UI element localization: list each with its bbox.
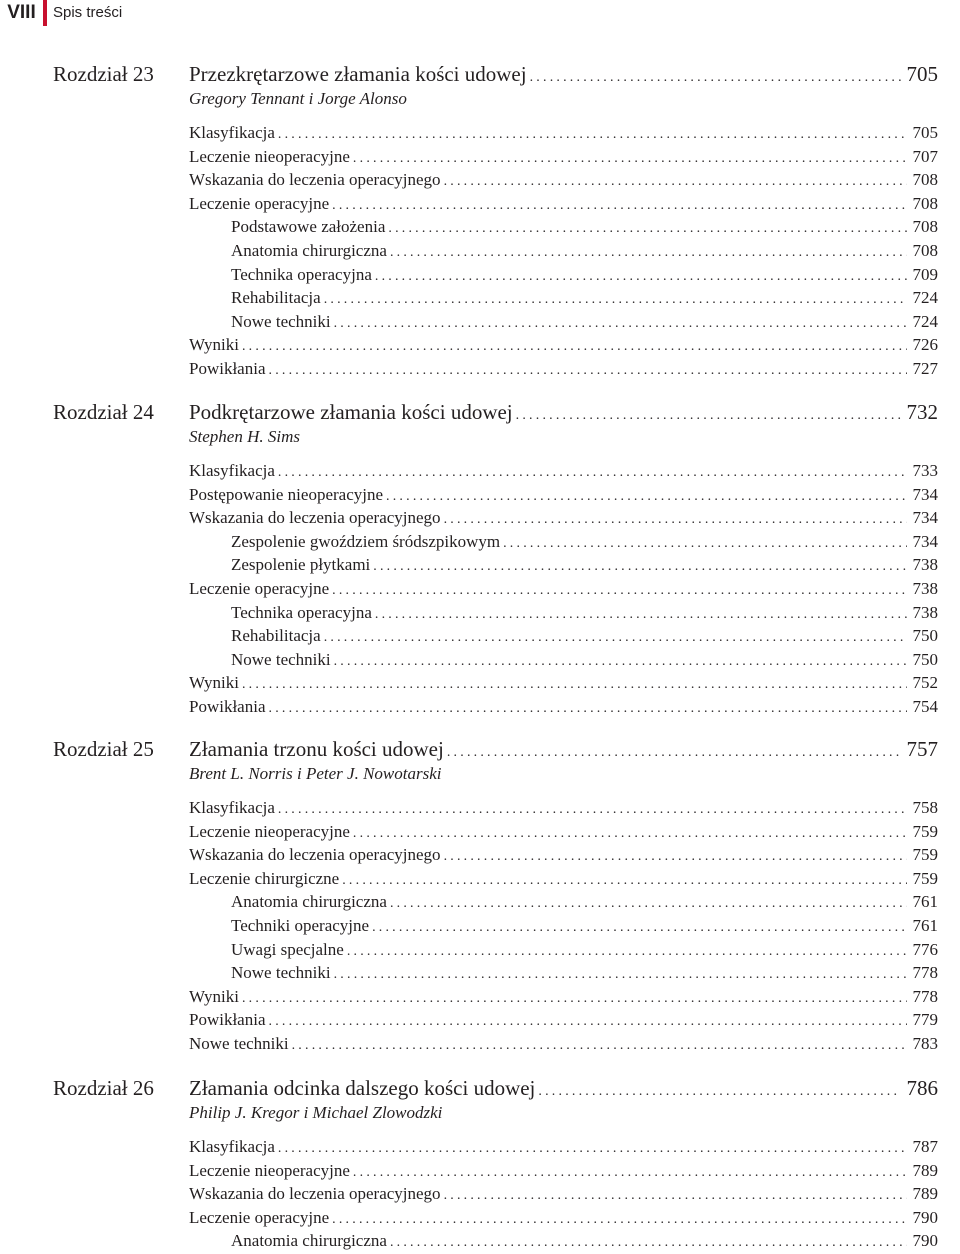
entry-title: Technika operacyjna: [231, 264, 372, 284]
entry-title: Leczenie operacyjne: [189, 193, 330, 213]
toc-subentry[interactable]: [231, 890, 938, 913]
toc-entry[interactable]: [189, 192, 938, 215]
leader-dots: [353, 822, 907, 845]
leader-dots: [334, 312, 907, 335]
entry-title: Wyniki: [189, 335, 239, 355]
entry-page-number: 734: [912, 508, 938, 528]
entry-page-number: 778: [912, 986, 938, 1006]
leader-dots: [242, 335, 907, 358]
chapter-title-row[interactable]: [189, 737, 938, 761]
entry-page-number: 738: [912, 602, 938, 622]
toc-entry[interactable]: [189, 796, 938, 819]
toc-subentry[interactable]: [231, 624, 938, 647]
chapter-page-number: 705: [906, 62, 938, 86]
entry-title: Wyniki: [189, 673, 239, 693]
entry-title: Powikłania: [189, 697, 266, 716]
toc-entry[interactable]: [189, 483, 938, 506]
chapter-authors: Philip J. Kregor i Michael Zlowodzki: [189, 1103, 443, 1122]
chapter-page-number: 757: [906, 737, 938, 761]
leader-dots: [353, 1161, 907, 1184]
chapter-page-number: 732: [906, 400, 938, 424]
toc-subentry[interactable]: [231, 938, 938, 961]
entry-title: Technika operacyjna: [231, 602, 372, 622]
entry-title: Anatomia chirurgiczna: [231, 241, 387, 260]
entry-page-number: 790: [912, 1207, 938, 1227]
leader-dots: [334, 963, 907, 986]
leader-dots: [503, 532, 906, 555]
entry-page-number: 734: [912, 484, 938, 504]
header-accent-bar: [43, 0, 47, 26]
page-header: [0, 0, 960, 26]
leader-dots: [444, 1184, 907, 1207]
chapter-label: Rozdział 24: [53, 400, 154, 424]
chapter-authors: Gregory Tennant i Jorge Alonso: [189, 89, 407, 108]
entry-page-number: 761: [912, 892, 938, 912]
leader-dots: [332, 194, 906, 217]
entry-page-number: 750: [912, 626, 938, 646]
leader-dots: [269, 1010, 907, 1033]
entry-page-number: 738: [912, 555, 938, 575]
leader-dots: [390, 1231, 907, 1254]
leader-dots: [278, 1137, 907, 1160]
entry-page-number: 778: [912, 963, 938, 983]
leader-dots: [334, 650, 907, 673]
entry-page-number: 724: [912, 288, 938, 308]
entry-page-number: 790: [912, 1231, 938, 1251]
toc-entry[interactable]: [189, 671, 938, 694]
toc-subentry[interactable]: [231, 239, 938, 262]
entry-title: Nowe techniki: [189, 1034, 289, 1053]
leader-dots: [444, 508, 907, 531]
entry-title: Techniki operacyjne: [231, 916, 370, 935]
leader-dots: [375, 603, 907, 626]
chapter-title-row[interactable]: [189, 400, 938, 424]
entry-title: Anatomia chirurgiczna: [231, 1231, 387, 1251]
entry-page-number: 708: [912, 170, 938, 190]
leader-dots: [342, 869, 906, 892]
entry-title: Uwagi specjalne: [231, 939, 344, 959]
chapter-title-row[interactable]: [189, 1076, 938, 1100]
leader-dots: [278, 798, 907, 821]
entry-page-number: 779: [912, 1010, 938, 1030]
chapter-title: Przezkrętarzowe złamania kości udowej: [189, 62, 527, 86]
toc-subentry[interactable]: [231, 648, 938, 671]
toc-entry[interactable]: [189, 1135, 938, 1158]
toc-subentry[interactable]: [231, 961, 938, 984]
toc-subentry[interactable]: [231, 553, 938, 576]
entry-title: Leczenie nieoperacyjne: [189, 146, 350, 166]
entry-title: Klasyfikacja: [189, 1137, 275, 1156]
toc-subentry[interactable]: [231, 310, 938, 333]
entry-title: Wskazania do leczenia operacyjnego: [189, 1184, 441, 1204]
leader-dots: [373, 555, 906, 578]
chapter-title: Podkrętarzowe złamania kości udowej: [189, 400, 513, 424]
toc-entry[interactable]: [189, 168, 938, 191]
toc-entry[interactable]: [189, 1182, 938, 1205]
leader-dots: [372, 916, 906, 939]
chapter-label: Rozdział 26: [53, 1076, 154, 1100]
entry-page-number: 759: [912, 868, 938, 888]
header-section-title: Spis treści: [53, 4, 123, 21]
entry-page-number: 776: [912, 939, 938, 959]
leader-dots: [447, 741, 901, 765]
entry-page-number: 783: [912, 1034, 938, 1053]
chapter-title: Złamania odcinka dalszego kości udowej: [189, 1076, 536, 1100]
entry-page-number: 705: [912, 123, 938, 142]
entry-title: Rehabilitacja: [231, 288, 321, 308]
toc-entry[interactable]: [189, 985, 938, 1008]
toc-subentry[interactable]: [231, 1229, 938, 1252]
entry-page-number: 750: [912, 649, 938, 669]
chapter-title: Złamania trzonu kości udowej: [189, 737, 444, 761]
leader-dots: [353, 147, 907, 170]
entry-page-number: 734: [912, 531, 938, 551]
entry-title: Leczenie nieoperacyjne: [189, 1160, 350, 1180]
entry-title: Leczenie chirurgiczne: [189, 868, 340, 888]
leader-dots: [242, 987, 907, 1010]
leader-dots: [292, 1034, 907, 1057]
leader-dots: [278, 123, 907, 146]
entry-title: Zespolenie płytkami: [231, 555, 371, 575]
toc-entry[interactable]: [189, 357, 938, 380]
leader-dots: [390, 892, 907, 915]
entry-title: Leczenie nieoperacyjne: [189, 821, 350, 841]
toc-subentry[interactable]: [231, 914, 938, 937]
leader-dots: [332, 579, 906, 602]
entry-title: Anatomia chirurgiczna: [231, 892, 387, 912]
chapter-authors: Stephen H. Sims: [189, 427, 300, 446]
entry-page-number: 752: [912, 673, 938, 693]
leader-dots: [332, 1208, 906, 1231]
entry-title: Powikłania: [189, 359, 266, 378]
toc-entry[interactable]: [189, 843, 938, 866]
entry-page-number: 707: [912, 146, 938, 166]
leader-dots: [269, 359, 907, 382]
entry-page-number: 761: [912, 916, 938, 935]
chapter-title-row[interactable]: [189, 62, 938, 86]
leader-dots: [278, 461, 907, 484]
entry-page-number: 759: [912, 821, 938, 841]
entry-title: Powikłania: [189, 1010, 266, 1030]
toc-entry[interactable]: [189, 333, 938, 356]
chapter-label: Rozdział 25: [53, 737, 154, 761]
toc-entry[interactable]: [189, 1008, 938, 1031]
entry-page-number: 733: [912, 461, 938, 480]
leader-dots: [242, 673, 907, 696]
leader-dots: [324, 288, 907, 311]
entry-title: Leczenie operacyjne: [189, 579, 330, 598]
entry-page-number: 789: [912, 1184, 938, 1204]
leader-dots: [516, 404, 901, 428]
toc-subentry[interactable]: [231, 530, 938, 553]
entry-page-number: 727: [912, 359, 938, 378]
entry-title: Wyniki: [189, 986, 239, 1006]
entry-title: Klasyfikacja: [189, 461, 275, 480]
entry-title: Podstawowe założenia: [231, 217, 386, 237]
leader-dots: [375, 265, 907, 288]
entry-title: Wskazania do leczenia operacyjnego: [189, 508, 441, 528]
entry-page-number: 758: [912, 798, 938, 817]
entry-page-number: 726: [912, 335, 938, 355]
entry-page-number: 709: [912, 264, 938, 284]
entry-title: Nowe techniki: [231, 649, 331, 669]
entry-page-number: 708: [912, 241, 938, 260]
entry-title: Nowe techniki: [231, 311, 331, 331]
toc-entry[interactable]: [189, 820, 938, 843]
toc-entry[interactable]: [189, 121, 938, 144]
leader-dots: [324, 626, 907, 649]
entry-title: Wskazania do leczenia operacyjnego: [189, 170, 441, 190]
leader-dots: [538, 1080, 900, 1104]
leader-dots: [530, 66, 901, 90]
toc-subentry[interactable]: [231, 263, 938, 286]
toc-entry[interactable]: [189, 1159, 938, 1182]
entry-page-number: 738: [912, 579, 938, 598]
chapter-label: Rozdział 23: [53, 62, 154, 86]
entry-title: Klasyfikacja: [189, 798, 275, 817]
toc-subentry[interactable]: [231, 286, 938, 309]
entry-page-number: 708: [912, 217, 938, 237]
leader-dots: [444, 845, 907, 868]
toc-subentry[interactable]: [231, 215, 938, 238]
entry-title: Postępowanie nieoperacyjne: [189, 484, 384, 504]
entry-page-number: 759: [912, 845, 938, 865]
toc-entry[interactable]: [189, 1032, 938, 1055]
leader-dots: [386, 485, 906, 508]
toc-entry[interactable]: [189, 1206, 938, 1229]
leader-dots: [388, 217, 906, 240]
toc-entry[interactable]: [189, 577, 938, 600]
leader-dots: [269, 697, 907, 720]
toc-subentry[interactable]: [231, 601, 938, 624]
entry-title: Klasyfikacja: [189, 123, 275, 142]
toc-entry[interactable]: [189, 867, 938, 890]
entry-page-number: 708: [912, 193, 938, 213]
leader-dots: [390, 241, 907, 264]
entry-title: Nowe techniki: [231, 963, 331, 983]
toc-entry[interactable]: [189, 459, 938, 482]
entry-title: Rehabilitacja: [231, 626, 321, 646]
chapter-authors: Brent L. Norris i Peter J. Nowotarski: [189, 764, 442, 783]
toc-entry[interactable]: [189, 695, 938, 718]
entry-page-number: 787: [912, 1137, 938, 1156]
entry-title: Zespolenie gwoździem śródszpikowym: [231, 531, 501, 551]
chapter-page-number: 786: [906, 1076, 938, 1100]
entry-page-number: 754: [912, 697, 938, 716]
entry-page-number: 724: [912, 311, 938, 331]
entry-title: Leczenie operacyjne: [189, 1207, 330, 1227]
toc-entry[interactable]: [189, 506, 938, 529]
toc-entry[interactable]: [189, 145, 938, 168]
entry-title: Wskazania do leczenia operacyjnego: [189, 845, 441, 865]
leader-dots: [347, 940, 907, 963]
page-number: VIII: [7, 2, 36, 23]
entry-page-number: 789: [912, 1160, 938, 1180]
leader-dots: [444, 170, 907, 193]
